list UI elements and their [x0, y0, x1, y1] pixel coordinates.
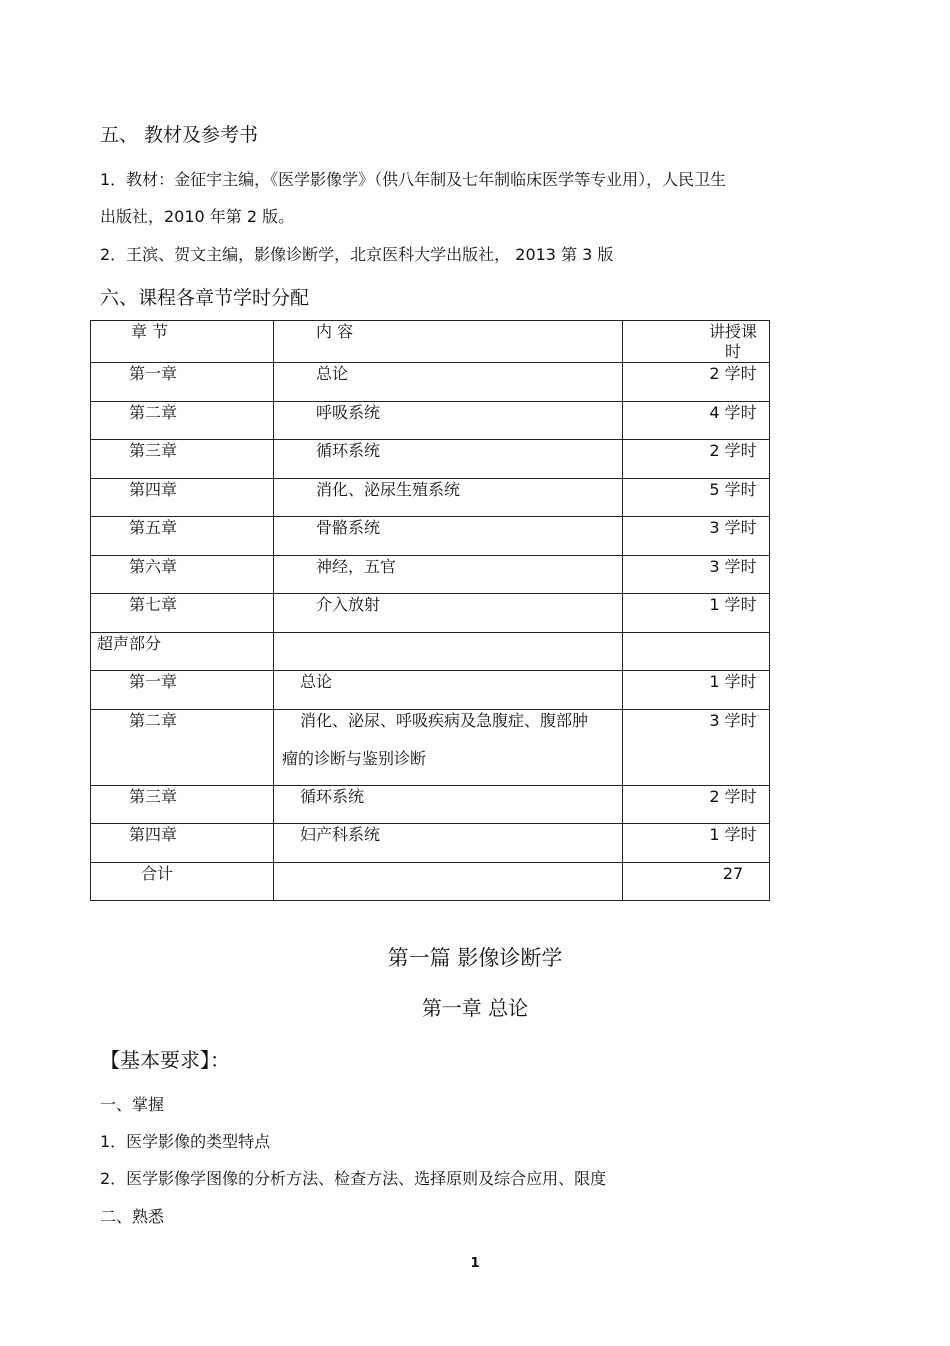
requirements-heading: 【基本要求】： — [100, 1048, 230, 1072]
empty-cell — [274, 632, 623, 671]
row-content: 循环系统 — [274, 785, 623, 824]
textbook-item-2: 2．王滨、贺文主编，影像诊断学，北京医科大学出版社， 2013 第 3 版 — [100, 245, 614, 264]
schedule-table — [90, 320, 770, 901]
row-content: 总论 — [274, 363, 623, 402]
row-content — [274, 709, 623, 785]
master-heading: 一、掌握 — [100, 1095, 165, 1114]
row-content: 骨骼系统 — [274, 517, 623, 556]
page-number: 1 — [470, 1256, 480, 1271]
row-chapter: 第一章 — [91, 363, 274, 402]
header-chapter: 章 节 — [91, 321, 274, 363]
row-hours: 1 学时 — [623, 594, 770, 633]
row-hours: 3 学时 — [623, 517, 770, 556]
table-row — [91, 478, 770, 517]
section5-heading: 五、 教材及参考书 — [100, 124, 259, 146]
ultrasound-label: 超声部分 — [91, 632, 274, 671]
total-label: 合计 — [91, 862, 274, 901]
row-content: 妇产科系统 — [274, 824, 623, 863]
row-chapter: 第二章 — [91, 709, 274, 785]
textbook-item-1-line-2: 出版社，2010 年第 2 版。 — [100, 207, 295, 226]
empty-cell — [623, 632, 770, 671]
familiar-heading: 二、熟悉 — [100, 1207, 165, 1226]
master-item-1: 1．医学影像的类型特点 — [100, 1132, 271, 1151]
row-content: 消化、泌尿生殖系统 — [274, 478, 623, 517]
row-chapter: 第三章 — [91, 785, 274, 824]
row-chapter: 第七章 — [91, 594, 274, 633]
row-hours: 2 学时 — [623, 363, 770, 402]
table-row — [91, 363, 770, 402]
textbook-item-1-line-1: 1．教材：金征宇主编，《医学影像学》（供八年制及七年制临床医学等专业用），人民卫生 — [100, 170, 727, 189]
row-chapter: 第四章 — [91, 478, 274, 517]
table-row — [91, 440, 770, 479]
chapter-title: 第一章 总论 — [421, 996, 529, 1020]
row-hours: 3 学时 — [623, 709, 770, 785]
total-row — [91, 862, 770, 901]
row-chapter: 第一章 — [91, 671, 274, 710]
row-hours: 5 学时 — [623, 478, 770, 517]
row-hours: 3 学时 — [623, 555, 770, 594]
table-header-row — [91, 321, 770, 363]
row-chapter: 第三章 — [91, 440, 274, 479]
table-row — [91, 709, 770, 785]
row-content: 神经，五官 — [274, 555, 623, 594]
row-content: 总论 — [274, 671, 623, 710]
row-hours: 2 学时 — [623, 785, 770, 824]
table-row — [91, 824, 770, 863]
master-item-2: 2．医学影像学图像的分析方法、检查方法、选择原则及综合应用、限度 — [100, 1169, 607, 1188]
empty-cell — [274, 862, 623, 901]
ultrasound-section-row — [91, 632, 770, 671]
total-value: 27 — [623, 862, 770, 901]
row-hours: 2 学时 — [623, 440, 770, 479]
table-row — [91, 401, 770, 440]
table-row — [91, 785, 770, 824]
row-content: 循环系统 — [274, 440, 623, 479]
row-chapter: 第二章 — [91, 401, 274, 440]
row-hours: 4 学时 — [623, 401, 770, 440]
header-content: 内 容 — [274, 321, 623, 363]
table-row — [91, 555, 770, 594]
header-hours: 讲授课时 — [623, 321, 770, 363]
section6-heading: 六、课程各章节学时分配 — [100, 287, 310, 309]
row-content-text: 消化、泌尿、呼吸疾病及急腹症、腹部肿瘤的诊断与鉴别诊断 — [282, 710, 589, 768]
table-row — [91, 517, 770, 556]
table-row — [91, 594, 770, 633]
part-title: 第一篇 影像诊断学 — [387, 946, 563, 970]
row-content: 介入放射 — [274, 594, 623, 633]
row-content: 呼吸系统 — [274, 401, 623, 440]
row-chapter: 第四章 — [91, 824, 274, 863]
row-chapter: 第五章 — [91, 517, 274, 556]
row-hours: 1 学时 — [623, 824, 770, 863]
row-chapter: 第六章 — [91, 555, 274, 594]
row-hours: 1 学时 — [623, 671, 770, 710]
